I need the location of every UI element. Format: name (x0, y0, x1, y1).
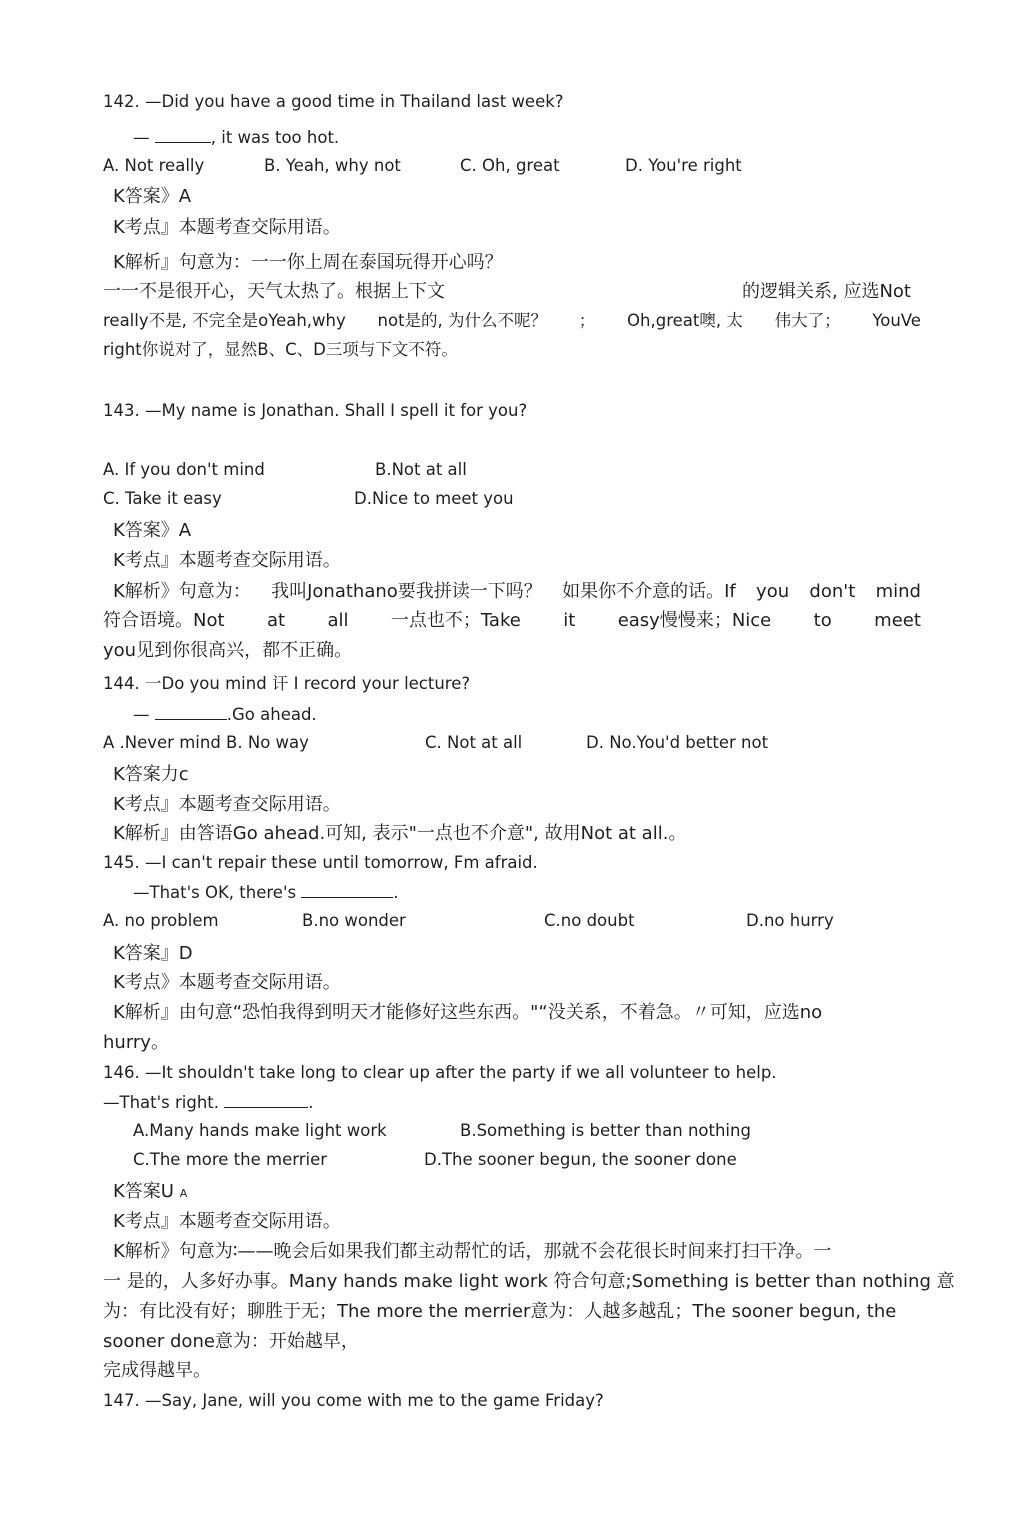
answer-label: K答案U A (113, 1181, 188, 1202)
analysis-line: really不是, 不完全是oYeah,why not是的, 为什么不呢？ ； Oh,great噢, 太 伟大了； YouVe (103, 311, 921, 330)
analysis-line: 为：有比没有好；聊胜于无；The more the merrier意为：人越多越乱；The sooner begun, the (103, 1301, 897, 1322)
question-145-reply: —That's OK, there's . (133, 883, 399, 902)
option-c: C.no doubt (544, 911, 635, 930)
analysis-line: you见到你很高兴，都不正确。 (103, 640, 353, 661)
point-label: K考点』本题考查交际用语。 (113, 217, 341, 238)
point-label: K考点》本题考查交际用语。 (113, 972, 341, 993)
option-c: C. Take it easy (103, 489, 222, 508)
analysis-line: 一 是的，人多好办事。Many hands make light work 符合句意;Something is better than nothing 意 (103, 1271, 955, 1292)
answer-blank (301, 881, 393, 898)
answer-label: K答案』D (113, 943, 193, 964)
option-d: D.The sooner begun, the sooner done (424, 1150, 737, 1169)
option-c: C. Oh, great (460, 156, 560, 175)
analysis-line: K解析》句意为： 我叫Jonathano要我拼读一下吗？ 如果你不介意的话。If you don't mind (113, 581, 921, 602)
option-d: D. No.You'd better not (586, 733, 769, 752)
option-b: B.Something is better than nothing (460, 1121, 751, 1140)
answer-label: K答案》A (113, 520, 192, 541)
option-a: A.Many hands make light work (133, 1121, 387, 1140)
point-label: K考点』本题考查交际用语。 (113, 1211, 341, 1232)
option-d: D. You're right (625, 156, 742, 175)
option-c: C. Not at all (425, 733, 523, 752)
answer-blank (155, 703, 227, 720)
analysis-line: K解析』由答语Go ahead.可知, 表示"一点也不介意", 故用Not at all.。 (113, 823, 687, 844)
question-147-stem: 147. —Say, Jane, will you come with me to the game Friday? (103, 1391, 604, 1410)
analysis-line: right你说对了，显然B、C、D三项与下文不符。 (103, 340, 458, 359)
option-a: A. If you don't mind (103, 460, 265, 479)
option-d: D.Nice to meet you (354, 489, 514, 508)
question-142-stem: 142. —Did you have a good time in Thailand last week? (103, 92, 564, 111)
option-d: D.no hurry (746, 911, 834, 930)
analysis-line: sooner done意为：开始越早， (103, 1331, 359, 1352)
analysis-line: 的逻辑关系, 应选Not (742, 281, 911, 302)
analysis-line: K解析』句意为：一一你上周在泰国玩得开心吗？ (113, 252, 503, 273)
analysis-line: K解析』由句意“恐怕我得到明天才能修好这些东西。"“没关系，不着急。〃可知，应选no (113, 1002, 823, 1023)
question-144-stem: 144. 一Do you mind 讦 I record your lecture? (103, 674, 471, 693)
analysis-line: 符合语境。Not at all 一点也不；Take it easy慢慢来；Nice to meet (103, 610, 921, 631)
question-142-reply: — , it was too hot. (133, 128, 340, 147)
analysis-line: 一一不是很开心，天气太热了。根据上下文 (103, 281, 445, 302)
option-a: A. no problem (103, 911, 219, 930)
analysis-line: 完成得越早。 (103, 1360, 211, 1381)
point-label: K考点』本题考查交际用语。 (113, 550, 341, 571)
question-145-stem: 145. —I can't repair these until tomorrow, Fm afraid. (103, 853, 538, 872)
option-b: B.no wonder (302, 911, 406, 930)
analysis-line: hurry。 (103, 1032, 169, 1053)
question-143-stem: 143. —My name is Jonathan. Shall I spell it for you? (103, 401, 528, 420)
answer-blank (224, 1091, 308, 1108)
question-146-stem: 146. —It shouldn't take long to clear up after the party if we all volunteer to help. (103, 1063, 777, 1082)
analysis-line: K解析》句意为∶——晚会后如果我们都主动帮忙的话，那就不会花很长时间来打扫干净。一 (113, 1241, 832, 1262)
answer-label: K答案力c (113, 764, 189, 785)
question-144-reply: — .Go ahead. (133, 705, 317, 724)
option-c: C.The more the merrier (133, 1150, 328, 1169)
answer-label: K答案》A (113, 186, 192, 207)
answer-blank (155, 126, 211, 143)
option-a: A. Not really (103, 156, 205, 175)
option-a-b: A .Never mind B. No way (103, 733, 309, 752)
option-b: B.Not at all (375, 460, 467, 479)
point-label: K考点』本题考查交际用语。 (113, 794, 341, 815)
option-b: B. Yeah, why not (264, 156, 401, 175)
question-146-reply: —That's right. . (103, 1093, 314, 1112)
